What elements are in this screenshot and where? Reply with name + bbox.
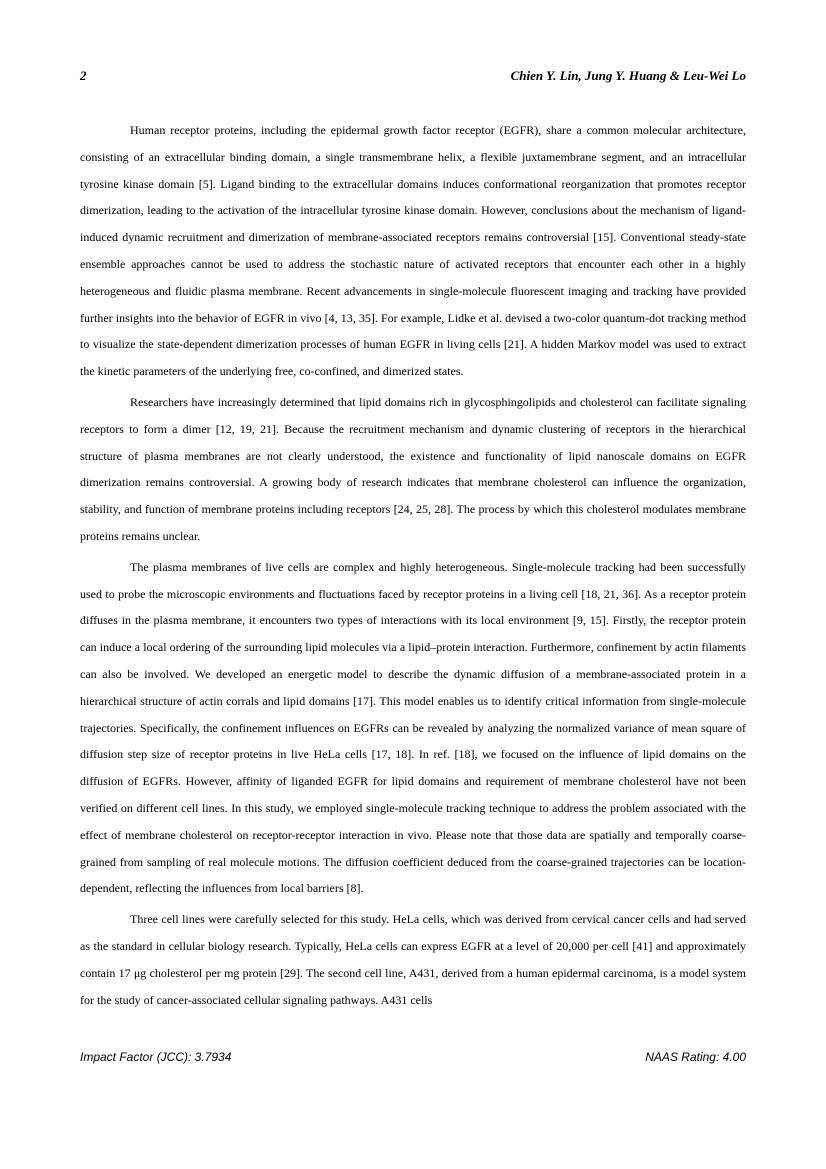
paragraph-2: Researchers have increasingly determined that lipid domains rich in glycosphingolipids and cholesterol can facilitate signaling receptors to form a dimer [12, 19, 21]. Because the recruitment mechanism and dynamic clustering of receptors in the hierarchical structure of plasma membranes are not clearly understood, the existence and functionality of lipid nanoscale domains on EGFR dimerization remains controversial. A growing body of research indicates that membrane cholesterol can influence the organization, stability, and function of membrane proteins including receptors [24, 25, 28]. The process by which this cholesterol modulates membrane proteins remains unclear. (80, 394, 746, 543)
paragraph-3: The plasma membranes of live cells are complex and highly heterogeneous. Single-molecule tracking had been successfully used to probe the microscopic environments and fluctuations faced by receptor proteins in a living cell [18, 21, 36]. As a receptor protein diffuses in the plasma membrane, it encounters two types of interactions with its local environment [9, 15]. Firstly, the receptor protein can induce a local ordering of the surrounding lipid molecules via a lipid–protein interaction. Furthermore, confinement by actin filaments can also be involved. We developed an energetic model to describe the dynamic diffusion of a membrane-associated protein in a hierarchical structure of actin corrals and lipid domains [17]. This model enables us to identify critical information from single-molecule trajectories. Specifically, the confinement influences on EGFRs can be revealed by analyzing the normalized variance of mean square of diffusion step size of receptor proteins in live HeLa cells [17, 18]. In ref. [18], we focused on the influence of lipid domains on the diffusion of EGFRs. However, affinity of liganded EGFR for lipid domains and requirement of membrane cholesterol have not been verified on different cell lines. In this study, we employed single-molecule tracking technique to address the problem associated with the effect of membrane cholesterol on receptor-receptor interaction in vivo. Please note that those data are spatially and temporally coarse-grained from sampling of real molecule motions. The diffusion coefficient deduced from the coarse-grained trajectories can be location-dependent, reflecting the influences from local barriers [8]. (80, 559, 746, 896)
header-authors: Chien Y. Lin, Jung Y. Huang & Leu-Wei Lo (510, 68, 746, 83)
paragraph-1: Human receptor proteins, including the epidermal growth factor receptor (EGFR), share a common molecular architecture, consisting of an extracellular binding domain, a single transmembrane helix, a flexible juxtamembrane segment, and an intracellular tyrosine kinase domain [5]. Ligand binding to the extracellular domains induces conformational reorganization that promotes receptor dimerization, leading to the activation of the intracellular tyrosine kinase domain. However, conclusions about the mechanism of ligand-induced dynamic recruitment and dimerization of membrane-associated receptors remains controversial [15]. Conventional steady-state ensemble approaches cannot be used to address the stochastic nature of activated receptors that encounter each other in a highly heterogeneous and fluidic plasma membrane. Recent advancements in single-molecule fluorescent imaging and tracking have provided further insights into the behavior of EGFR in vivo [4, 13, 35]. For example, Lidke et al. devised a two-color quantum-dot tracking method to visualize the state-dependent dimerization processes of human EGFR in living cells [21]. A hidden Markov model was used to extract the kinetic parameters of the underlying free, co-confined, and dimerized states. (80, 123, 746, 379)
paragraph-4: Three cell lines were carefully selected for this study. HeLa cells, which was derived from cervical cancer cells and had served as the standard in cellular biology research. Typically, HeLa cells can express EGFR at a level of 20,000 per cell [41] and approximately contain 17 μg cholesterol per mg protein [29]. The second cell line, A431, derived from a human epidermal carcinoma, is a model system for the study of cancer-associated cellular signaling pathways. A431 cells (80, 912, 746, 1007)
footer-impact-factor: Impact Factor (JCC): 3.7934 (80, 1050, 232, 1064)
page-footer (80, 1050, 746, 1068)
footer-naas-rating: NAAS Rating: 4.00 (645, 1050, 746, 1064)
body-text (80, 117, 746, 1017)
page-number: 2 (80, 68, 87, 83)
page-header (80, 68, 746, 88)
